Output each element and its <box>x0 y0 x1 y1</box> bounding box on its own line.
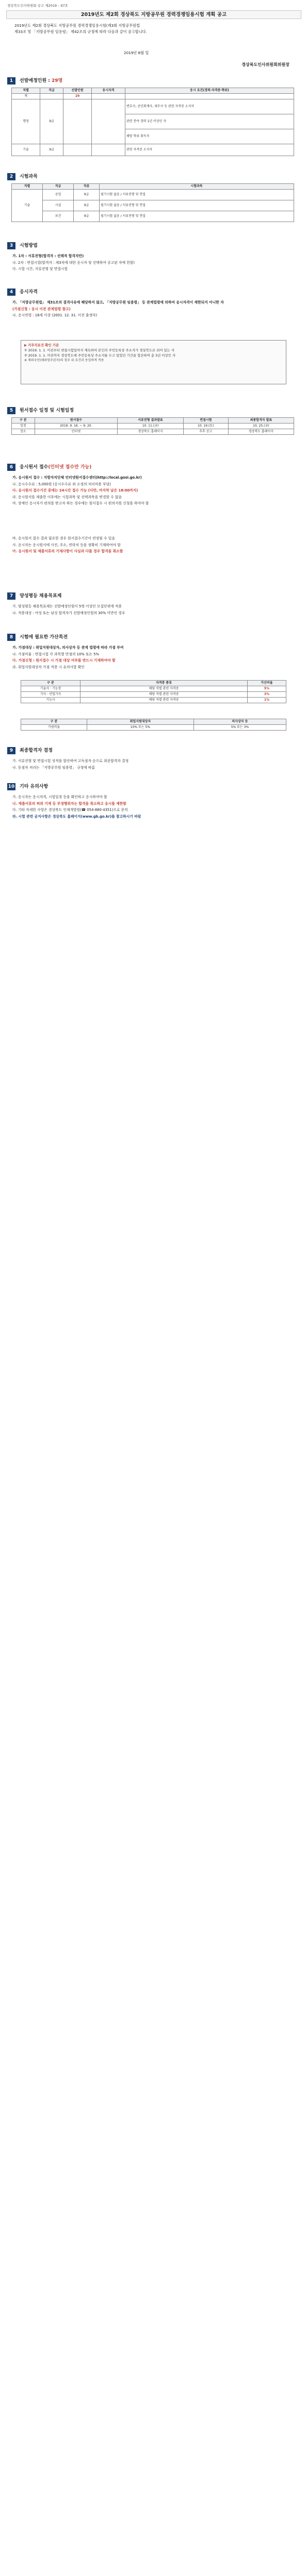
header-note: 경상북도인사위원회 공고 제2019 – 97호 <box>7 4 68 8</box>
cell: 3% <box>248 692 286 698</box>
th: 구 분 <box>21 681 80 686</box>
announcement-date: 2019년 8월 일 <box>124 50 149 55</box>
box-line: ① 2019. 1. 1. 이전부터 면접시험일까지 계속하여 본인의 주민등록상 주소지가 경상북도로 되어 있는 자 <box>24 348 175 352</box>
cell: 가점비율 <box>21 725 87 731</box>
th: 직급 <box>43 184 74 190</box>
bonus-text <box>12 645 295 671</box>
cell: 기사 · 산업기사 <box>21 692 80 698</box>
cell: 기능사 <box>21 698 80 703</box>
th: 원서접수 <box>35 418 118 423</box>
cell: 해당 직렬 관련 자격증 <box>80 698 248 703</box>
section-heading-6 <box>7 464 91 471</box>
schedule-table <box>11 417 294 435</box>
veteran-bonus-table <box>21 719 286 731</box>
th: 직렬 <box>12 88 40 94</box>
th: 면접시험 <box>183 418 228 423</box>
cell: 9급 <box>74 211 100 222</box>
cell: 계 <box>12 94 40 99</box>
th: 시험과목 <box>100 184 294 190</box>
cell: 필기시험 없음 / 서류전형 및 면접 <box>100 200 294 211</box>
cell: 10. 19.(토) <box>183 423 228 429</box>
table-row <box>21 698 286 703</box>
cell: 9급 <box>40 99 63 144</box>
cell <box>63 99 92 144</box>
final-pass-text <box>12 758 295 771</box>
paragraph: 사. 응시자는 응시원서에 사진, 주소, 연락처 등을 정확히 기재하여야 함 <box>12 543 121 547</box>
cell <box>40 94 63 99</box>
th: 응시자격 <box>92 88 125 94</box>
paragraph: 가. 「지방공무원법」 제31조의 결격사유에 해당하지 않고, 「지방공무원 임용령」 등 관계법령에 의하여 응시자격이 제한되지 아니한 자 <box>12 300 224 304</box>
paragraph: 아. 응시원서 및 제출서류의 기재사항이 사실과 다를 경우 합격을 취소함 <box>12 549 123 553</box>
table-row <box>12 200 294 211</box>
th: 구 분 <box>12 418 35 423</box>
section-heading-5 <box>7 407 74 415</box>
recruitment-table <box>11 88 294 156</box>
section-heading-8 <box>7 634 68 641</box>
th: 자격증 종류 <box>80 681 248 686</box>
table-row <box>12 190 294 200</box>
section-number: 8 <box>7 634 15 641</box>
cell <box>92 144 125 156</box>
cell: 9급 <box>74 200 100 211</box>
cell: 변호사, 공인회계사, 세무사 등 관련 자격증 소지자 <box>125 99 294 114</box>
section-title: 응시자격 <box>20 290 38 295</box>
th: 선발인원 <box>63 88 92 94</box>
residency-requirement-box <box>21 340 286 384</box>
paragraph: 가. 가점대상 : 취업지원대상자, 의사상자 등 관계 법령에 따라 가점 부여 <box>12 646 124 650</box>
section-title: 시험과목 <box>20 174 38 179</box>
cell: 인터넷 <box>35 429 118 435</box>
page-title: 2019년도 제2회 경상북도 지방공무원 경력경쟁임용시험 계획 공고 <box>6 10 301 19</box>
paragraph: 나. 응시연령 : 18세 이상 (2001. 12. 31. 이전 출생자) <box>12 313 98 317</box>
paragraph: 다. 기타 자세한 사항은 경상북도 인재개발원(☎ 054-880-4351)으로 문의 <box>12 808 128 812</box>
other-notes-text <box>12 794 295 820</box>
gender-equality-text <box>12 604 295 617</box>
intro-line-1: 2019년도 제2회 경상북도 지방공무원 경력경쟁임용시험(제3회 지방공무원법 <box>14 23 140 28</box>
intro-text <box>14 23 293 35</box>
cell: 일정 <box>12 423 35 429</box>
cell: 추후 공고 <box>183 429 228 435</box>
cell: 관련 자격증 소지자 <box>125 144 294 156</box>
cell: 해당 학위 취득자 <box>125 129 294 144</box>
cell: 기술사 · 기능장 <box>21 686 80 692</box>
th: 직렬 <box>12 184 43 190</box>
cell: 시설 <box>43 200 74 211</box>
paragraph: 나. 응시수수료 : 5,000원 (응시수수료 외 소정의 처리비용 부담) <box>12 482 111 486</box>
section-title: 최종합격자 결정 <box>20 748 53 753</box>
table-row <box>21 686 286 692</box>
paragraph: 다. 가점신청 : 원서접수 시 가점 대상 여부를 반드시 기재하여야 함 <box>12 658 116 663</box>
section-number: 2 <box>7 173 15 180</box>
section-highlight: (인터넷 접수만 가능) <box>48 465 92 470</box>
section-heading-1 <box>7 77 62 85</box>
section-heading-3 <box>7 242 38 250</box>
section-heading-4 <box>7 289 38 296</box>
table-row <box>12 211 294 222</box>
cell: 9급 <box>74 190 100 200</box>
section-title: 응시원서 접수 <box>20 465 49 470</box>
cell <box>63 144 92 156</box>
section-title: 원서접수 일정 및 시험일정 <box>20 408 74 413</box>
cell: 보건 <box>43 211 74 222</box>
paragraph: 가. 서류전형 및 면접시험 성적을 합산하여 고득점자 순으로 최종합격자 결정 <box>12 759 129 763</box>
intro-line-2: 제33조 및 「지방공무원 임용령」 제42조의 규정에 따라 다음과 같이 공고합니다. <box>14 29 147 34</box>
section-title: 선발예정인원 : <box>20 78 52 83</box>
section-number: 7 <box>7 592 15 600</box>
paragraph: 나. 동점자 처리는 「지방공무원 임용령」 규정에 따름 <box>12 765 95 770</box>
paragraph: 가. 1차 : 서류전형(합격자 : 선택적 합격자만) <box>12 254 84 258</box>
paragraph: 라. 취업지원대상자 가점 적용 시 유의사항 확인 <box>12 665 85 669</box>
section-heading-7 <box>7 592 61 600</box>
box-line: ② 2019. 1. 1. 이전까지 경상북도에 주민등록상 주소지를 두고 있었던 기간을 합산하여 총 3년 이상인 자 <box>24 353 175 358</box>
th: 취업지원대상자 <box>87 719 193 725</box>
paragraph: 다. 응시원서 접수기간 중에는 24시간 접수 가능 (다만, 마지막 날은 18:00까지) <box>12 488 138 493</box>
box-title: ▶ 거주지요건 확인 기준 <box>24 343 59 347</box>
table-row <box>12 94 294 99</box>
cell: 해당 직렬 관련 자격증 <box>80 686 248 692</box>
application-text-2 <box>12 536 295 555</box>
section-title: 시험에 필요한 가산특전 <box>20 635 68 640</box>
table-row <box>21 725 286 731</box>
th: 구 분 <box>21 719 87 725</box>
th: 직급 <box>40 88 63 94</box>
paragraph: (가점신청 : 응시 이전 관계법령 참고) <box>12 307 71 311</box>
paragraph: 마. 장애인 응시자가 편의를 받고자 하는 경우에는 원서접수 시 편의지원 신청을 하여야 함 <box>12 501 149 505</box>
section-heading-10 <box>7 783 48 791</box>
section-heading-9 <box>7 747 53 755</box>
issuing-organization: 경상북도인사위원회위원장 <box>241 62 289 67</box>
paragraph: 라. 응시원서를 제출한 이후에는 시험과목 및 선택과목을 변경할 수 없음 <box>12 495 122 499</box>
cell: 해당 직렬 관련 자격증 <box>80 692 248 698</box>
th: 응시 요건(경력·자격증·학위) <box>125 88 294 94</box>
cell: 29 <box>63 94 92 99</box>
cell: 관련 분야 경력 1년 이상인 자 <box>125 114 294 129</box>
paragraph: 가. 응시원서 접수 : 지방자치단체 인터넷원서접수센터(http://local.gosi.go.kr) <box>12 476 142 480</box>
table-row <box>21 692 286 698</box>
box-line: ※ 재외국민(해외영주권자)의 경우 위 요건과 동일하게 적용 <box>24 359 104 362</box>
table-row <box>12 99 294 114</box>
th: 서류전형 결과발표 <box>118 418 184 423</box>
cell: 5% 또는 3% <box>193 725 286 731</box>
cell: 10. 11.(금) <box>118 423 184 429</box>
th: 직류 <box>74 184 100 190</box>
exam-method-text <box>12 253 295 273</box>
table-row <box>12 429 294 435</box>
section-number: 6 <box>7 464 15 471</box>
application-text <box>12 475 295 507</box>
section-title: 시험방법 <box>20 243 38 248</box>
cell <box>92 94 125 99</box>
paragraph: 나. 제출서류의 허위 기재 등 부정행위자는 합격을 취소하고 응시를 제한함 <box>12 801 126 806</box>
cell: 경상북도 홈페이지 <box>228 429 294 435</box>
cell: 필기시험 없음 / 서류전형 및 면접 <box>100 190 294 200</box>
section-number: 5 <box>7 407 15 414</box>
certificate-bonus-table <box>21 680 286 703</box>
section-number: 3 <box>7 242 15 249</box>
cell: 9급 <box>40 144 63 156</box>
cell <box>92 99 125 144</box>
cell: 1% <box>248 698 286 703</box>
th: 가산비율 <box>248 681 286 686</box>
cell: 5% <box>248 686 286 692</box>
section-number: 10 <box>8 784 15 789</box>
section-title: 기타 유의사항 <box>20 784 49 789</box>
section-number: 4 <box>7 289 15 296</box>
th: 최종합격자 발표 <box>228 418 294 423</box>
paragraph: 가. 양성평등 채용목표제는 선발예정인원이 5명 이상인 모집단위에 적용 <box>12 604 122 608</box>
table-row <box>12 423 294 429</box>
section-highlight: 29명 <box>52 78 63 83</box>
section-number: 1 <box>7 77 15 84</box>
cell: 기술 <box>12 144 40 156</box>
cell: 공업 <box>43 190 74 200</box>
section-title: 양성평등 채용목표제 <box>20 594 62 599</box>
cell: 10. 25.(금) <box>228 423 294 429</box>
paragraph: 나. 가점비율 : 면접시험 각 과목별 만점의 10% 또는 5% <box>12 652 99 656</box>
cell: 행정 <box>12 99 40 144</box>
cell: 경상북도 홈페이지 <box>118 429 184 435</box>
exam-subject-table <box>11 183 294 222</box>
cell: 기술 <box>12 190 43 222</box>
section-number: 9 <box>7 747 15 754</box>
paragraph: 라. 시험 관련 공지사항은 경상북도 홈페이지(www.gb.go.kr)를 참고하시기 바람 <box>12 814 141 819</box>
th: 의사상자 등 <box>193 719 286 725</box>
cell: 장소 <box>12 429 35 435</box>
paragraph: 나. 2차 : 면접시험(합격자 : 제3차에 대한 응시자 및 선택하여 공고된 자에 한함) <box>12 260 135 265</box>
paragraph: 가. 응시자는 응시자격, 시험일정 등을 확인하고 응시하여야 함 <box>12 795 107 799</box>
cell: 필기시험 없음 / 서류전형 및 면접 <box>100 211 294 222</box>
cell: 10% 또는 5% <box>87 725 193 731</box>
paragraph: 다. 시험 시간, 서류전형 및 면접시험 <box>12 267 68 271</box>
paragraph: 바. 응시원서 접수 결과 필요한 경우 원서접수기간이 연장될 수 있음 <box>12 536 115 540</box>
section-heading-2 <box>7 173 38 181</box>
cell <box>125 94 294 99</box>
eligibility-text <box>12 300 295 319</box>
table-row <box>12 144 294 156</box>
paragraph: 나. 적용대상 : 여성 또는 남성 합격자가 선발예정인원의 30% 미만인 경우 <box>12 611 125 615</box>
cell: 2019. 9. 16. ~ 9. 20. <box>35 423 118 429</box>
